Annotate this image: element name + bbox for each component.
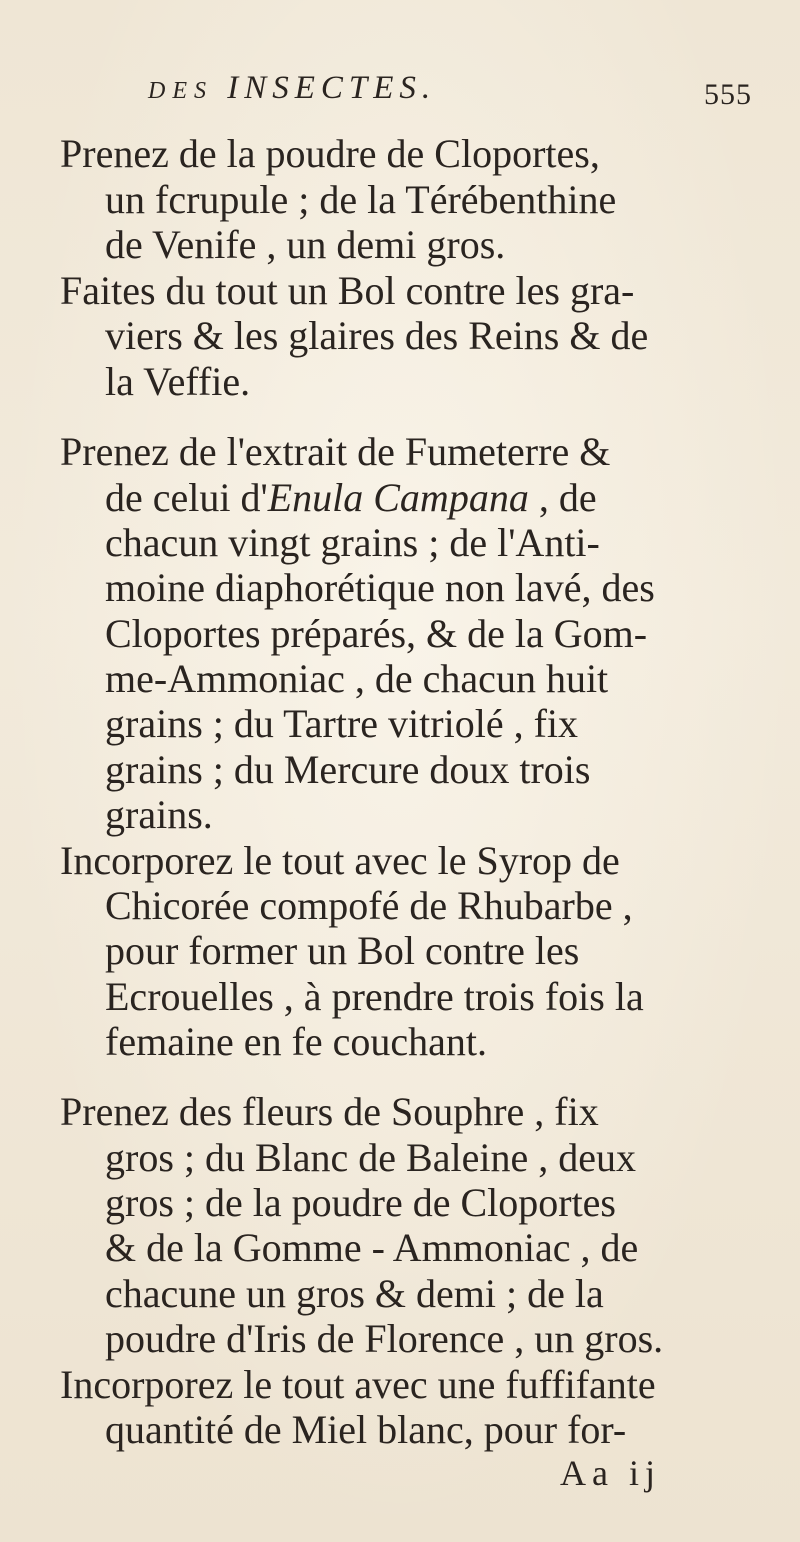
running-head <box>148 70 436 107</box>
italic-phrase: Enula Campana <box>267 475 529 520</box>
text-line: Incorporez le tout avec le Syrop de <box>60 838 620 883</box>
text-line: chacun vingt grains ; de l'Anti- <box>105 520 600 565</box>
page-number: 555 <box>704 78 752 111</box>
text-line: poudre d'Iris de Florence , un gros. <box>105 1316 664 1361</box>
catchword-signature: Aa ij <box>560 1453 661 1493</box>
text-line: chacune un gros & demi ; de la <box>105 1271 604 1316</box>
text-fragment: , de <box>528 475 597 520</box>
text-line: Incorporez le tout avec une fuffifante <box>60 1362 656 1407</box>
text-line: Prenez des fleurs de Souphre , fix <box>60 1089 599 1134</box>
text-line: Cloportes préparés, & de la Gom- <box>105 611 648 656</box>
text-line: Prenez de la poudre de Cloportes, <box>60 131 600 176</box>
text-line: gros ; de la poudre de Cloportes <box>105 1180 616 1225</box>
text-line: quantité de Miel blanc, pour for- <box>105 1407 627 1452</box>
running-head-des: DES <box>148 78 213 104</box>
text-line: Ecrouelles , à prendre trois fois la <box>105 974 644 1019</box>
text-line: viers & les glaires des Reins & de <box>105 313 649 358</box>
text-line: Faites du tout un Bol contre les gra- <box>60 268 635 313</box>
text-line: la Veffie. <box>105 359 251 404</box>
text-line: grains ; du Tartre vitriolé , fix <box>105 701 579 746</box>
text-line: Chicorée compofé de Rhubarbe , <box>105 883 633 928</box>
text-line: grains ; du Mercure doux trois <box>105 747 591 792</box>
text-line: pour former un Bol contre les <box>105 928 580 973</box>
text-line: gros ; du Blanc de Baleine , deux <box>105 1135 636 1180</box>
text-line: moine diaphorétique non lavé, des <box>105 565 655 610</box>
text-line: grains. <box>105 792 213 837</box>
text-line: femaine en fe couchant. <box>105 1019 488 1064</box>
text-fragment: de celui d' <box>105 475 268 520</box>
text-line: de Venife , un demi gros. <box>105 222 506 267</box>
text-line: un fcrupule ; de la Térébenthine <box>105 177 617 222</box>
text-line: me-Ammoniac , de chacun huit <box>105 656 609 701</box>
text-line: Prenez de l'extrait de Fumeterre & <box>60 429 611 474</box>
text-line <box>105 475 597 520</box>
running-head-insectes: INSECTES. <box>227 70 437 106</box>
text-line: & de la Gomme - Ammoniac , de <box>105 1225 639 1270</box>
